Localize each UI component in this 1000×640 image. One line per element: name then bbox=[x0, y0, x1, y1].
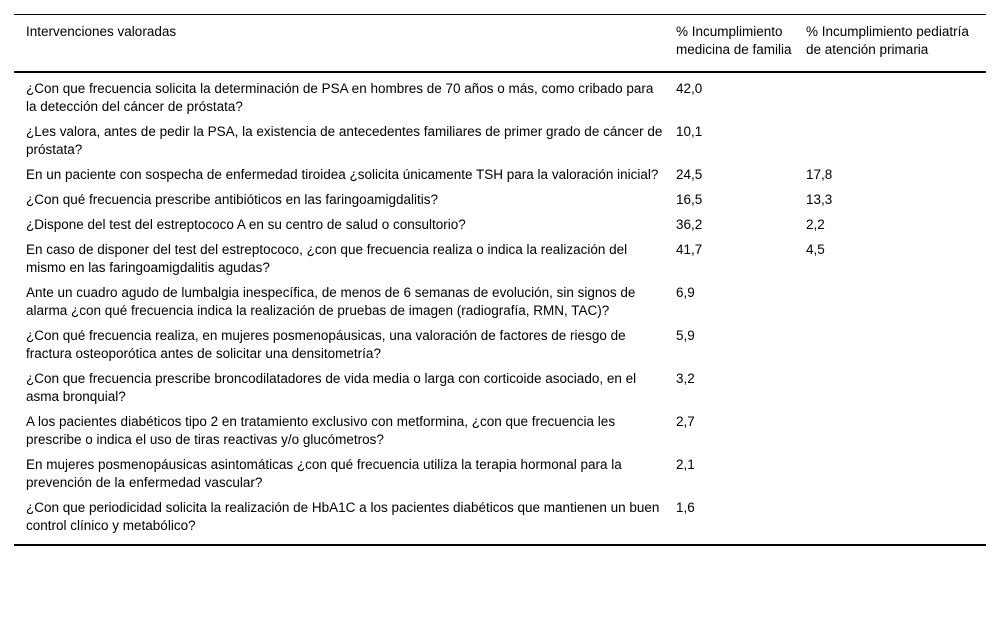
table-row bbox=[14, 238, 986, 281]
pediatrics-value-cell bbox=[806, 324, 986, 367]
question-cell: A los pacientes diabéticos tipo 2 en tratamiento exclusivo con metformina, ¿con que frecuencia les prescribe o indica el uso de tiras reactivas y/o glucómetros? bbox=[26, 414, 616, 447]
table-row bbox=[14, 496, 986, 546]
col-header-interventions: Intervenciones valoradas bbox=[14, 15, 676, 73]
table-row bbox=[14, 120, 986, 163]
col-header-pediatrics-noncompliance: % Incumplimiento pediatría de atención primaria bbox=[806, 15, 986, 73]
table-row bbox=[14, 410, 986, 453]
question-cell: ¿Dispone del test del estreptococo A en su centro de salud o consultorio? bbox=[26, 217, 466, 232]
pediatrics-value-cell bbox=[806, 496, 986, 546]
table-row bbox=[14, 281, 986, 324]
question-cell: ¿Con que periodicidad solicita la realización de HbA1C a los pacientes diabéticos que mantienen un buen control clínico y metabólico? bbox=[26, 500, 660, 533]
table-row bbox=[14, 213, 986, 238]
family-value-cell: 10,1 bbox=[676, 124, 703, 139]
question-cell: ¿Con que frecuencia solicita la determinación de PSA en hombres de 70 años o más, como cribado para la detección del cáncer de próstata? bbox=[26, 81, 654, 114]
family-value-cell: 24,5 bbox=[676, 167, 703, 182]
question-cell: En mujeres posmenopáusicas asintomáticas ¿con qué frecuencia utiliza la terapia hormonal para la prevención de la enfermedad vascular? bbox=[26, 457, 622, 490]
pediatrics-value-cell bbox=[806, 453, 986, 496]
question-cell: ¿Les valora, antes de pedir la PSA, la existencia de antecedentes familiares de primer grado de cáncer de próstata? bbox=[26, 124, 663, 157]
pediatrics-value-cell bbox=[806, 367, 986, 410]
family-value-cell: 16,5 bbox=[676, 192, 703, 207]
family-value-cell: 36,2 bbox=[676, 217, 703, 232]
table-header bbox=[14, 15, 986, 73]
table-row bbox=[14, 188, 986, 213]
family-value-cell: 1,6 bbox=[676, 500, 695, 515]
table-body bbox=[14, 72, 986, 545]
family-value-cell: 41,7 bbox=[676, 242, 703, 257]
pediatrics-value-cell bbox=[806, 120, 986, 163]
table-row bbox=[14, 72, 986, 120]
family-value-cell: 2,1 bbox=[676, 457, 695, 472]
pediatrics-value-cell bbox=[806, 281, 986, 324]
pediatrics-value-cell bbox=[806, 72, 986, 120]
question-cell: ¿Con que frecuencia prescribe broncodilatadores de vida media o larga con corticoide asociado, en el asma bronquial? bbox=[26, 371, 637, 404]
family-value-cell: 5,9 bbox=[676, 328, 695, 343]
pediatrics-value-cell: 17,8 bbox=[806, 167, 833, 182]
question-cell: ¿Con qué frecuencia prescribe antibióticos en las faringoamigdalitis? bbox=[26, 192, 438, 207]
family-value-cell: 6,9 bbox=[676, 285, 695, 300]
family-value-cell: 42,0 bbox=[676, 81, 703, 96]
table-row bbox=[14, 453, 986, 496]
table-row bbox=[14, 163, 986, 188]
interventions-table bbox=[14, 14, 986, 546]
table-row bbox=[14, 367, 986, 410]
pediatrics-value-cell bbox=[806, 410, 986, 453]
question-cell: En un paciente con sospecha de enfermedad tiroidea ¿solicita únicamente TSH para la valoración inicial? bbox=[26, 167, 659, 182]
pediatrics-value-cell: 4,5 bbox=[806, 242, 825, 257]
question-cell: Ante un cuadro agudo de lumbalgia inespecífica, de menos de 6 semanas de evolución, sin signos de alarma ¿con qué frecuencia indica la realización de pruebas de imagen (radiografía, RMN, TAC)? bbox=[26, 285, 636, 318]
question-cell: ¿Con qué frecuencia realiza, en mujeres posmenopáusicas, una valoración de factores de riesgo de fractura osteoporótica antes de solicitar una densitometría? bbox=[26, 328, 626, 361]
question-cell: En caso de disponer del test del estreptococo, ¿con que frecuencia realiza o indica la realización del mismo en las faringoamigdalitis agudas? bbox=[26, 242, 628, 275]
header-row bbox=[14, 15, 986, 73]
pediatrics-value-cell: 13,3 bbox=[806, 192, 833, 207]
table-row bbox=[14, 324, 986, 367]
family-value-cell: 2,7 bbox=[676, 414, 695, 429]
pediatrics-value-cell: 2,2 bbox=[806, 217, 825, 232]
col-header-family-noncompliance: % Incumplimiento medicina de familia bbox=[676, 15, 806, 73]
family-value-cell: 3,2 bbox=[676, 371, 695, 386]
